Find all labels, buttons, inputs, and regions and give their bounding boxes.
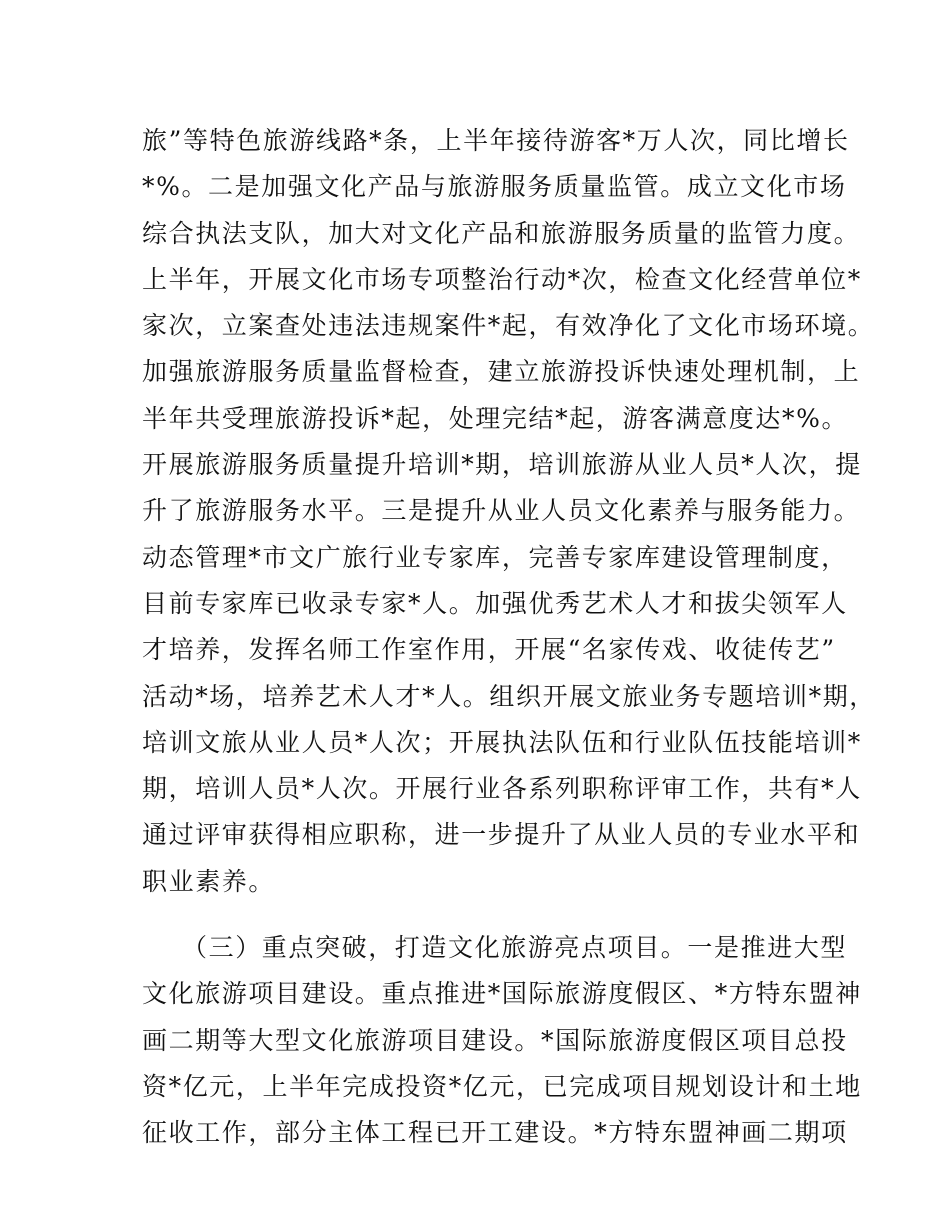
- text-line: 资*亿元，上半年完成投资*亿元，已完成项目规划设计和土地: [142, 1071, 862, 1101]
- text-line: 加强旅游服务质量监督检查，建立旅游投诉快速处理机制，上: [142, 357, 861, 387]
- text-line: 文化旅游项目建设。重点推进*国际旅游度假区、*方特东盟神: [142, 979, 862, 1009]
- text-line: 家次，立案查处违法违规案件*起，有效净化了文化市场环境。: [142, 311, 875, 341]
- text-line: 征收工作，部分主体工程已开工建设。*方特东盟神画二期项: [142, 1118, 848, 1148]
- text-line: 旅”等特色旅游线路*条，上半年接待游客*万人次，同比增长: [142, 126, 850, 155]
- text-line: 动态管理*市文广旅行业专家库，完善专家库建设管理制度，: [142, 542, 848, 572]
- section-heading-line: （三）重点突破，打造文化旅游亮点项目。一是推进大型: [182, 933, 848, 963]
- document-body: [142, 118, 876, 1157]
- text-line: 上半年，开展文化市场专项整治行动*次，检查文化经营单位*: [142, 264, 862, 294]
- text-line: 开展旅游服务质量提升培训*期，培训旅游从业人员*人次，提: [142, 450, 862, 480]
- paragraph-gap: [142, 905, 842, 925]
- text-line: 目前专家库已收录专家*人。加强优秀艺术人才和拔尖领军人: [142, 588, 848, 618]
- text-line: 才培养，发挥名师工作室作用，开展“名家传戏、收徒传艺”: [142, 635, 836, 665]
- text-line: 综合执法支队，加大对文化产品和旅游服务质量的监管力度。: [142, 218, 861, 248]
- text-line: 通过评审获得相应职称，进一步提升了从业人员的专业水平和: [142, 820, 861, 850]
- text-line: 画二期等大型文化旅游项目建设。*国际旅游度假区项目总投: [142, 1025, 848, 1055]
- text-line: 期，培训人员*人次。开展行业各系列职称评审工作，共有*人: [142, 774, 862, 804]
- text-line: 升了旅游服务水平。三是提升从业人员文化素养与服务能力。: [142, 496, 861, 526]
- text-line: 职业素养。: [142, 866, 276, 896]
- text-line: *%。二是加强文化产品与旅游服务质量监管。成立文化市场: [142, 172, 847, 202]
- text-line: 培训文旅从业人员*人次；开展执法队伍和行业队伍技能培训*: [142, 727, 862, 757]
- text-line: 活动*场，培养艺术人才*人。组织开展文旅业务专题培训*期，: [142, 681, 876, 711]
- text-line: 半年共受理旅游投诉*起，处理完结*起，游客满意度达*%。: [142, 403, 849, 433]
